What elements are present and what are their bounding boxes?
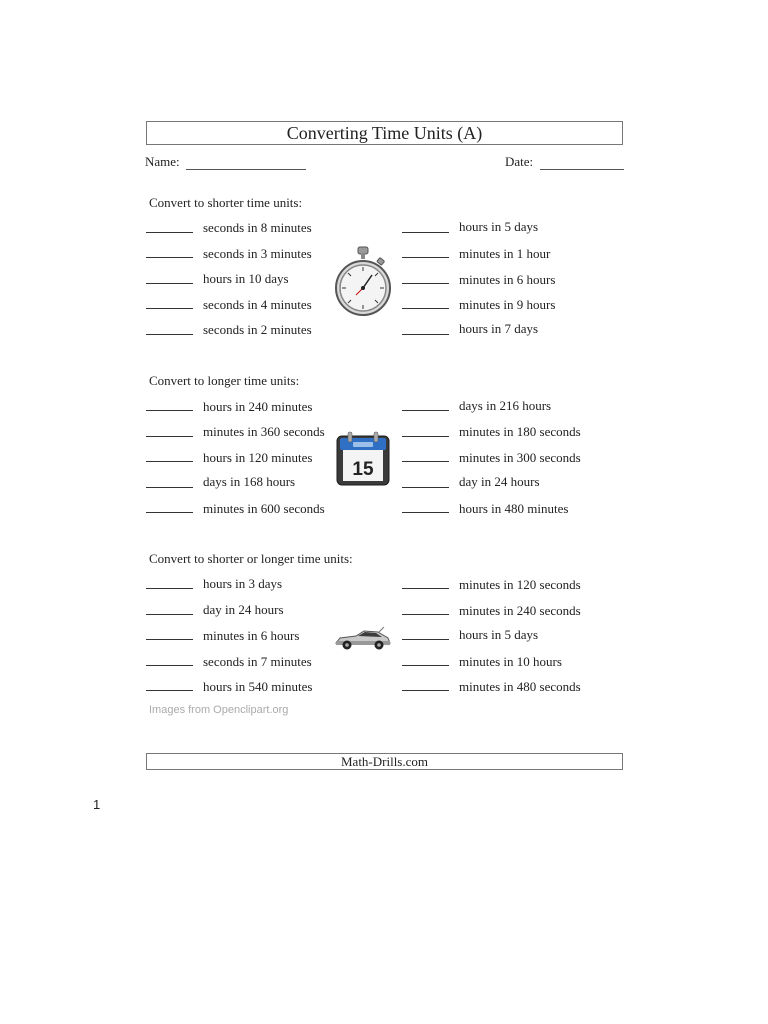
- section-heading-longer: Convert to longer time units:: [149, 373, 300, 388]
- answer-blank[interactable]: [402, 614, 449, 615]
- answer-blank[interactable]: [402, 308, 449, 309]
- answer-blank[interactable]: [146, 283, 193, 284]
- question-text: seconds in 3 minutes: [203, 246, 312, 261]
- page-number: 1: [93, 797, 101, 812]
- section-heading-mixed: Convert to shorter or longer time units:: [149, 551, 353, 566]
- question-text: day in 24 hours: [459, 474, 540, 489]
- question-text: minutes in 6 hours: [203, 628, 300, 643]
- name-label: Name:: [145, 154, 180, 169]
- answer-blank[interactable]: [146, 487, 193, 488]
- question-text: seconds in 4 minutes: [203, 297, 312, 312]
- answer-blank[interactable]: [146, 690, 193, 691]
- date-label: Date:: [505, 154, 534, 169]
- answer-blank[interactable]: [146, 334, 193, 335]
- question-text: hours in 7 days: [459, 321, 539, 336]
- image-credit: Images from Openclipart.org: [149, 704, 289, 716]
- question-text: day in 24 hours: [203, 602, 284, 617]
- answer-blank[interactable]: [146, 410, 193, 411]
- question-text: hours in 240 minutes: [203, 399, 313, 414]
- car-icon: [334, 626, 392, 652]
- question-text: minutes in 9 hours: [459, 297, 556, 312]
- question-text: minutes in 180 seconds: [459, 424, 581, 439]
- question-text: days in 168 hours: [203, 474, 296, 489]
- answer-blank[interactable]: [402, 334, 449, 335]
- answer-blank[interactable]: [402, 283, 449, 284]
- question-text: hours in 540 minutes: [203, 679, 313, 694]
- answer-blank[interactable]: [146, 436, 193, 437]
- answer-blank[interactable]: [402, 232, 449, 233]
- footer-site: Math-Drills.com: [146, 753, 623, 770]
- question-text: hours in 5 days: [459, 627, 539, 642]
- name-line[interactable]: [186, 169, 306, 170]
- answer-blank[interactable]: [402, 588, 449, 589]
- answer-blank[interactable]: [146, 512, 193, 513]
- question-text: minutes in 10 hours: [459, 654, 562, 669]
- answer-blank[interactable]: [146, 232, 193, 233]
- question-text: hours in 10 days: [203, 271, 289, 286]
- question-text: minutes in 300 seconds: [459, 450, 581, 465]
- question-text: minutes in 360 seconds: [203, 424, 325, 439]
- question-text: hours in 120 minutes: [203, 450, 313, 465]
- calendar-icon: [336, 431, 390, 486]
- answer-blank[interactable]: [146, 588, 193, 589]
- answer-blank[interactable]: [402, 665, 449, 666]
- question-text: hours in 5 days: [459, 219, 539, 234]
- answer-blank[interactable]: [402, 461, 449, 462]
- answer-blank[interactable]: [146, 257, 193, 258]
- worksheet-title: Converting Time Units (A): [146, 121, 623, 145]
- answer-blank[interactable]: [146, 614, 193, 615]
- question-text: seconds in 7 minutes: [203, 654, 312, 669]
- answer-blank[interactable]: [402, 639, 449, 640]
- answer-blank[interactable]: [146, 308, 193, 309]
- stopwatch-icon: [334, 245, 392, 317]
- question-text: seconds in 8 minutes: [203, 220, 312, 235]
- answer-blank[interactable]: [402, 690, 449, 691]
- answer-blank[interactable]: [146, 665, 193, 666]
- question-text: minutes in 1 hour: [459, 246, 551, 261]
- question-text: minutes in 240 seconds: [459, 603, 581, 618]
- question-text: days in 216 hours: [459, 398, 552, 413]
- answer-blank[interactable]: [402, 512, 449, 513]
- answer-blank[interactable]: [402, 410, 449, 411]
- question-text: minutes in 600 seconds: [203, 501, 325, 516]
- question-text: minutes in 120 seconds: [459, 577, 581, 592]
- answer-blank[interactable]: [402, 436, 449, 437]
- question-text: hours in 480 minutes: [459, 501, 569, 516]
- answer-blank[interactable]: [402, 257, 449, 258]
- answer-blank[interactable]: [402, 487, 449, 488]
- question-text: minutes in 6 hours: [459, 272, 556, 287]
- calendar-day: 15: [352, 459, 374, 480]
- section-heading-shorter: Convert to shorter time units:: [149, 195, 303, 210]
- question-text: seconds in 2 minutes: [203, 322, 312, 337]
- answer-blank[interactable]: [146, 639, 193, 640]
- question-text: hours in 3 days: [203, 576, 283, 591]
- question-text: minutes in 480 seconds: [459, 679, 581, 694]
- date-line[interactable]: [540, 169, 624, 170]
- answer-blank[interactable]: [146, 461, 193, 462]
